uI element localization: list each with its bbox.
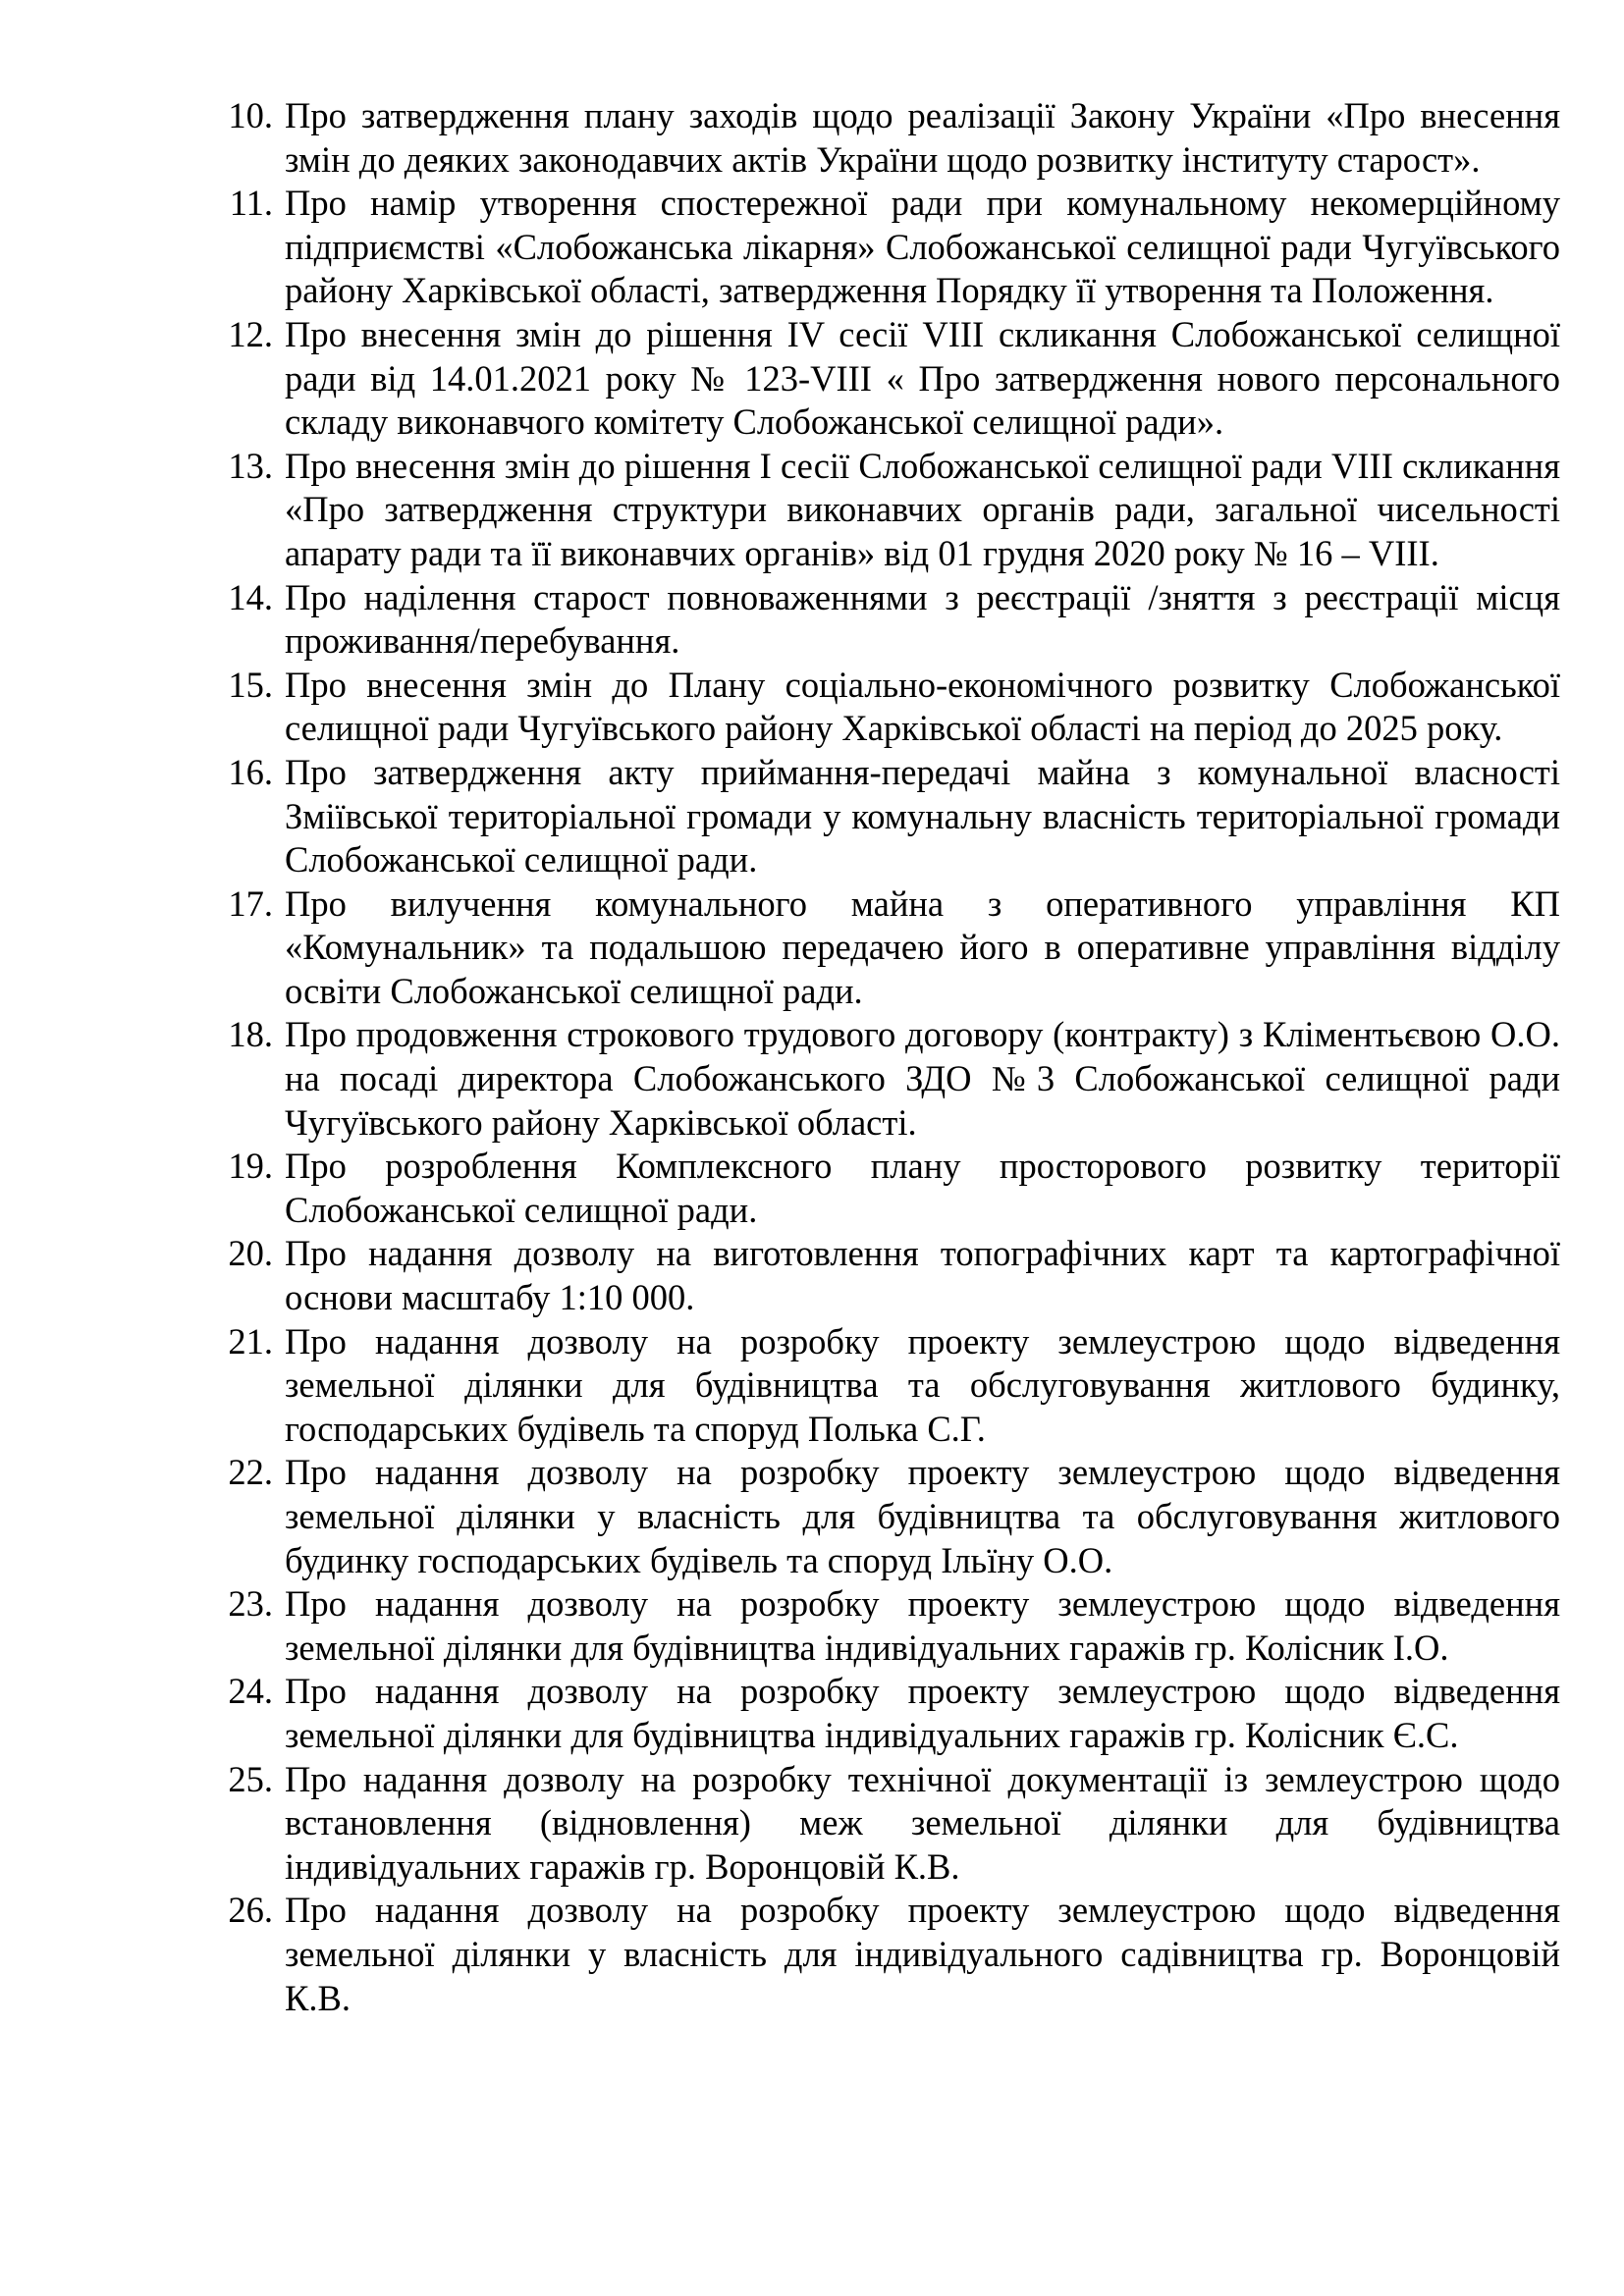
agenda-item-22 (210, 1451, 1560, 1582)
item-number: 21. (228, 1320, 273, 1362)
item-number: 18. (228, 1014, 273, 1055)
agenda-item-13 (210, 445, 1560, 576)
item-number: 26. (228, 1890, 273, 1931)
item-number: 12. (228, 313, 273, 354)
item-text: Про розроблення Комплексного плану просторового розвитку території Слобожанської селищної ради. (285, 1146, 1560, 1230)
agenda-item-11 (210, 182, 1560, 313)
item-number: 10. (228, 95, 273, 135)
agenda-item-15 (210, 664, 1560, 751)
item-text: Про надання дозволу на розробку проекту землеустрою щодо відведення земельної ділянки для будівництва індивідуальних гаражів гр. Колісник Є.С. (285, 1671, 1560, 1755)
agenda-item-10 (210, 94, 1560, 182)
agenda-item-21 (210, 1320, 1560, 1452)
agenda-item-12 (210, 313, 1560, 445)
agenda-item-16 (210, 751, 1560, 882)
agenda-item-14 (210, 576, 1560, 664)
item-text: Про продовження строкового трудового договору (контракту) з Кліментьєвою О.О. на посаді директора Слобожанського ЗДО №3 Слобожанської селищної ради Чугуївського району Харківської області. (285, 1014, 1560, 1143)
item-text: Про внесення змін до Плану соціально-економічного розвитку Слобожанської селищної ради Чугуївського району Харківської області на період до 2025 року. (285, 664, 1560, 749)
item-text: Про намір утворення спостережної ради при комунальному некомерційному підприємстві «Слобожанська лікарня» Слобожанської селищної ради Чугуївського району Харківської області, затвердження Порядку її утворення та Положення. (285, 183, 1560, 311)
item-number: 23. (228, 1583, 273, 1625)
item-number: 20. (228, 1233, 273, 1274)
item-text: Про надання дозволу на розробку проекту землеустрою щодо відведення земельної ділянки для будівництва та обслуговування житлового будинку, господарських будівель та споруд Полька С.Г. (285, 1320, 1560, 1449)
item-text: Про надання дозволу на розробку проекту землеустрою щодо відведення земельної ділянки у власність для будівництва та обслуговування житлового будинку господарських будівель та споруд Ільїну О.О. (285, 1452, 1560, 1580)
item-number: 17. (228, 882, 273, 924)
item-number: 25. (228, 1758, 273, 1799)
item-text: Про внесення змін до рішення IV сесії VIII скликання Слобожанської селищної ради від 14.01.2021 року № 123-VIII « Про затвердження нового персонального складу виконавчого комітету Слобожанської селищної ради». (285, 313, 1560, 443)
item-number: 16. (228, 751, 273, 792)
item-text: Про затвердження акту приймання-передачі майна з комунальної власності Зміївської територіальної громади у комунальну власність територіальної громади Слобожанської селищної ради. (285, 751, 1560, 881)
item-number: 14. (228, 576, 273, 617)
item-number: 13. (228, 445, 273, 486)
item-text: Про надання дозволу на розробку технічної документації із землеустрою щодо встановлення (відновлення) меж земельної ділянки для будівництва індивідуальних гаражів гр. Воронцовій К.В. (285, 1758, 1560, 1887)
item-number: 15. (228, 664, 273, 705)
agenda-item-19 (210, 1145, 1560, 1232)
item-text: Про наділення старост повноваженнями з реєстрації /зняття з реєстрації місця проживання/перебування. (285, 576, 1560, 662)
agenda-item-24 (210, 1670, 1560, 1757)
item-text: Про вилучення комунального майна з оперативного управління КП «Комунальник» та подальшою передачею його в оперативне управління відділу освіти Слобожанської селищної ради. (285, 882, 1560, 1011)
agenda-item-17 (210, 882, 1560, 1014)
agenda-item-25 (210, 1758, 1560, 1890)
item-number: 22. (228, 1452, 273, 1493)
item-text: Про надання дозволу на розробку проекту землеустрою щодо відведення земельної ділянки у власність для індивідуального садівництва гр. Воронцовій К.В. (285, 1890, 1560, 2018)
item-number: 11. (229, 183, 273, 224)
agenda-item-20 (210, 1232, 1560, 1319)
agenda-item-23 (210, 1582, 1560, 1670)
item-text: Про внесення змін до рішення I сесії Слобожанської селищної ради VIII скликання «Про затвердження структури виконавчих органів ради, загальної чисельності апарату ради та її виконавчих органів» від 01 грудня 2020 року № 16 – VIII. (285, 445, 1560, 573)
agenda-item-18 (210, 1013, 1560, 1145)
item-number: 19. (228, 1146, 273, 1187)
agenda-list (210, 94, 1560, 2020)
item-text: Про надання дозволу на виготовлення топографічних карт та картографічної основи масштабу 1:10 000. (285, 1233, 1560, 1318)
agenda-item-26 (210, 1889, 1560, 2020)
item-text: Про надання дозволу на розробку проекту землеустрою щодо відведення земельної ділянки для будівництва індивідуальних гаражів гр. Колісник І.О. (285, 1583, 1560, 1668)
item-number: 24. (228, 1671, 273, 1712)
item-text: Про затвердження плану заходів щодо реалізації Закону України «Про внесення змін до деяких законодавчих актів України щодо розвитку інституту старост». (285, 95, 1560, 180)
